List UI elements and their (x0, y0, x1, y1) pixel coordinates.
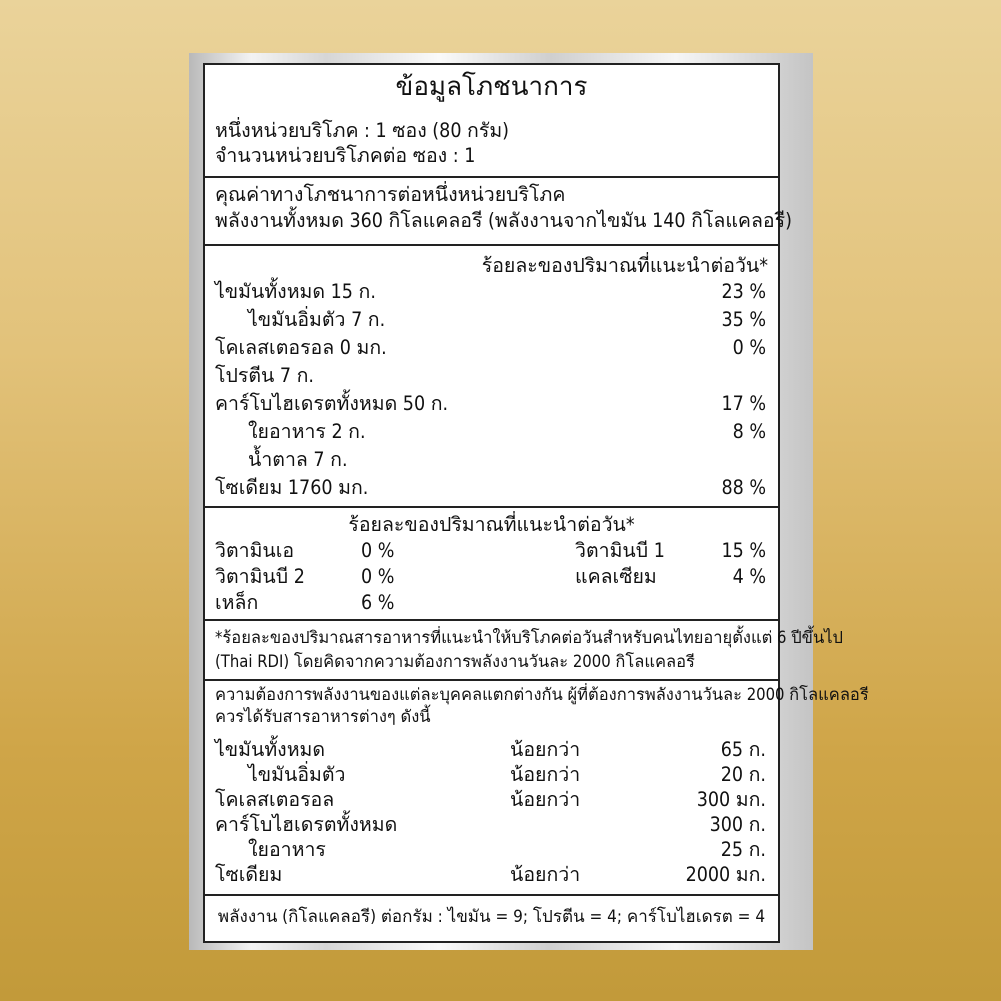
rdi-header: ร้อยละของปริมาณที่แนะนำต่อวัน* (481, 254, 768, 277)
requirements-section (205, 681, 869, 896)
serving-section (205, 65, 778, 178)
requirement-label: ไขมันอิ่มตัว (248, 763, 346, 786)
requirement-amount: 20 ก. (720, 763, 766, 786)
per-serving-heading: คุณค่าทางโภชนาการต่อหนึ่งหน่วยบริโภค (215, 183, 566, 206)
energy-factors: พลังงาน (กิโลแคลอรี) ต่อกรัม : ไขมัน = 9; โปรตีน = 4; คาร์โบไฮเดรต = 4 (217, 907, 766, 927)
nutrient-pct: 88 % (721, 476, 766, 499)
vitamins-rdi-header: ร้อยละของปริมาณที่แนะนำต่อวัน* (348, 513, 635, 536)
vitamin-pct: 4 % (732, 565, 766, 588)
serving-size: หนึ่งหน่วยบริโภค : 1 ซอง (80 กรัม) (215, 119, 510, 142)
requirement-label: ไขมันทั้งหมด (215, 738, 326, 761)
nutrient-label: โซเดียม 1760 มก. (215, 476, 369, 499)
vitamin-label: เหล็ก (215, 591, 259, 614)
vitamin-pct: 0 % (361, 565, 395, 588)
title: ข้อมูลโภชนาการ (395, 72, 588, 102)
requirement-amount: 300 มก. (696, 788, 766, 811)
requirement-amount: 300 ก. (709, 813, 766, 836)
requirements-intro: ความต้องการพลังงานของแต่ละบุคคลแตกต่างกัน ผู้ที่ต้องการพลังงานวันละ 2000 กิโลแคลอรี (215, 685, 869, 704)
requirement-amount: 65 ก. (720, 738, 766, 761)
per-serving-section (205, 178, 792, 246)
requirement-amount: 25 ก. (720, 838, 766, 861)
footnote-line: *ร้อยละของปริมาณสารอาหารที่แนะนำให้บริโภคต่อวันสำหรับคนไทยอายุตั้งแต่ 6 ปีขึ้นไป (215, 628, 843, 647)
nutrition-facts-panel (203, 63, 869, 943)
nutrient-pct: 8 % (732, 420, 766, 443)
energy-factors-section (205, 896, 778, 941)
vitamin-label: แคลเซียม (575, 565, 657, 588)
nutrients-section (205, 246, 778, 508)
nutrient-label: โคเลสเตอรอล 0 มก. (215, 336, 387, 359)
requirement-amount: 2000 มก. (685, 863, 766, 886)
requirement-comparator: น้อยกว่า (510, 763, 581, 786)
vitamin-label: วิตามินบี 2 (215, 565, 305, 588)
requirement-label: โซเดียม (215, 863, 283, 886)
nutrient-pct: 0 % (732, 336, 766, 359)
servings-per-pack: จำนวนหน่วยบริโภคต่อ ซอง : 1 (215, 144, 476, 167)
vitamin-label: วิตามินบี 1 (575, 539, 665, 562)
energy-total: พลังงานทั้งหมด 360 กิโลแคลอรี (พลังงานจากไขมัน 140 กิโลแคลอรี) (215, 209, 792, 232)
nutrient-label: ไขมันอิ่มตัว 7 ก. (248, 308, 386, 331)
requirement-comparator: น้อยกว่า (510, 788, 581, 811)
nutrient-label: ไขมันทั้งหมด 15 ก. (215, 280, 376, 303)
requirement-label: ใยอาหาร (248, 838, 326, 861)
vitamin-pct: 0 % (361, 539, 395, 562)
nutrient-pct: 23 % (721, 280, 766, 303)
vitamin-label: วิตามินเอ (215, 539, 295, 562)
vitamin-pct: 6 % (361, 591, 395, 614)
footnote-section (205, 621, 843, 681)
nutrient-label: ใยอาหาร 2 ก. (248, 420, 366, 443)
nutrient-label: คาร์โบไฮเดรตทั้งหมด 50 ก. (215, 392, 449, 415)
requirement-label: โคเลสเตอรอล (215, 788, 335, 811)
requirement-label: คาร์โบไฮเดรตทั้งหมด (215, 813, 398, 836)
nutrient-pct: 17 % (721, 392, 766, 415)
requirements-intro: ควรได้รับสารอาหารต่างๆ ดังนี้ (215, 707, 431, 726)
nutrient-label: โปรตีน 7 ก. (215, 364, 314, 387)
requirement-comparator: น้อยกว่า (510, 738, 581, 761)
vitamins-section (205, 508, 778, 621)
footnote-line: (Thai RDI) โดยคิดจากความต้องการพลังงานวันละ 2000 กิโลแคลอรี (215, 652, 695, 671)
nutrient-label: น้ำตาล 7 ก. (248, 448, 348, 471)
vitamin-pct: 15 % (721, 539, 766, 562)
requirement-comparator: น้อยกว่า (510, 863, 581, 886)
nutrient-pct: 35 % (721, 308, 766, 331)
